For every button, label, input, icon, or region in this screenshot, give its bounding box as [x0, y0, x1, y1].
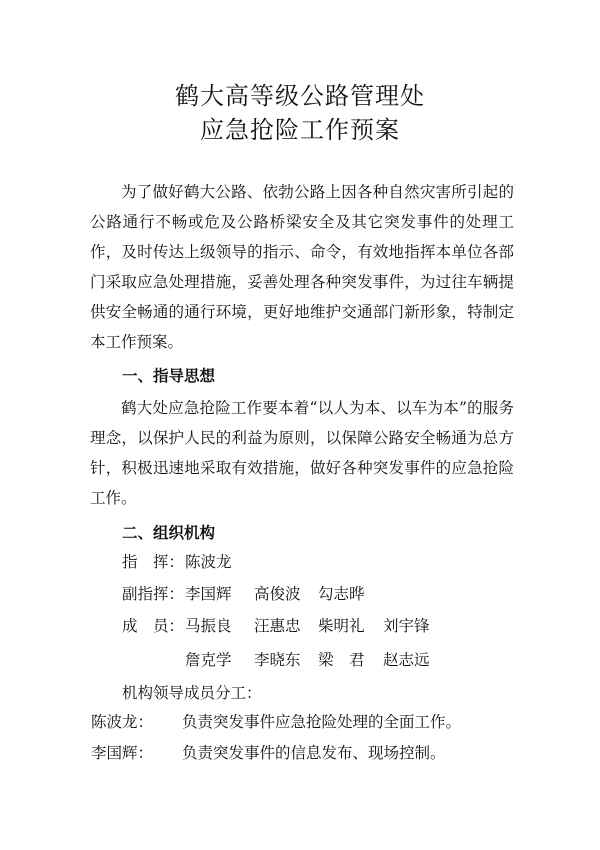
document-title-line2: 应急抢险工作预案 — [200, 116, 400, 144]
member-name: 马振良 — [185, 617, 232, 635]
member-name: 梁 君 — [318, 651, 365, 669]
section1-heading: 一、指导思想 — [122, 366, 216, 385]
deputy-label: 副指挥： — [122, 585, 185, 603]
duty-name: 李国辉： — [91, 744, 154, 762]
duty-text: 负责突发事件应急抢险处理的全面工作。 — [182, 713, 462, 731]
division-heading: 机构领导成员分工： — [122, 684, 262, 702]
members-label: 成 员： — [122, 617, 185, 635]
duty-name: 陈波龙： — [91, 713, 154, 731]
deputy-name: 高俊波 — [254, 585, 301, 603]
member-name: 詹克学 — [185, 651, 232, 669]
member-name: 汪惠忠 — [254, 617, 301, 635]
duty-text: 负责突发事件的信息发布、现场控制。 — [182, 744, 446, 762]
section2-heading: 二、组织机构 — [122, 523, 216, 542]
intro-paragraph: 为了做好鹤大公路、依勃公路上因各种自然灾害所引起的公路通行不畅或危及公路桥梁安全及其它突发事件的处理工作，及时传达上级领导的指示、命令，有效地指挥本单位各部门采取应急处理措施，妥善处理各种突发事件，为过往车辆提供安全畅通的通行环境，更好地维护交通部门新形象，特制定本工作预案。 — [90, 183, 514, 351]
deputy-name: 勾志晔 — [318, 585, 365, 603]
member-name: 刘宇锋 — [383, 617, 430, 635]
commander-name: 陈波龙 — [185, 553, 232, 571]
document-title-line1: 鹤大高等级公路管理处 — [175, 82, 425, 110]
section1-paragraph: 鹤大处应急抢险工作要本着“以人为本、以车为本”的服务理念，以保护人民的利益为原则，以保障公路安全畅通为总方针，积极迅速地采取有效措施，做好各种突发事件的应急抢险工作。 — [90, 399, 514, 507]
member-name: 赵志远 — [383, 651, 430, 669]
commander-label: 指 挥： — [122, 553, 185, 571]
member-name: 李晓东 — [254, 651, 301, 669]
member-name: 柴明礼 — [318, 617, 365, 635]
deputy-name: 李国辉 — [185, 585, 232, 603]
